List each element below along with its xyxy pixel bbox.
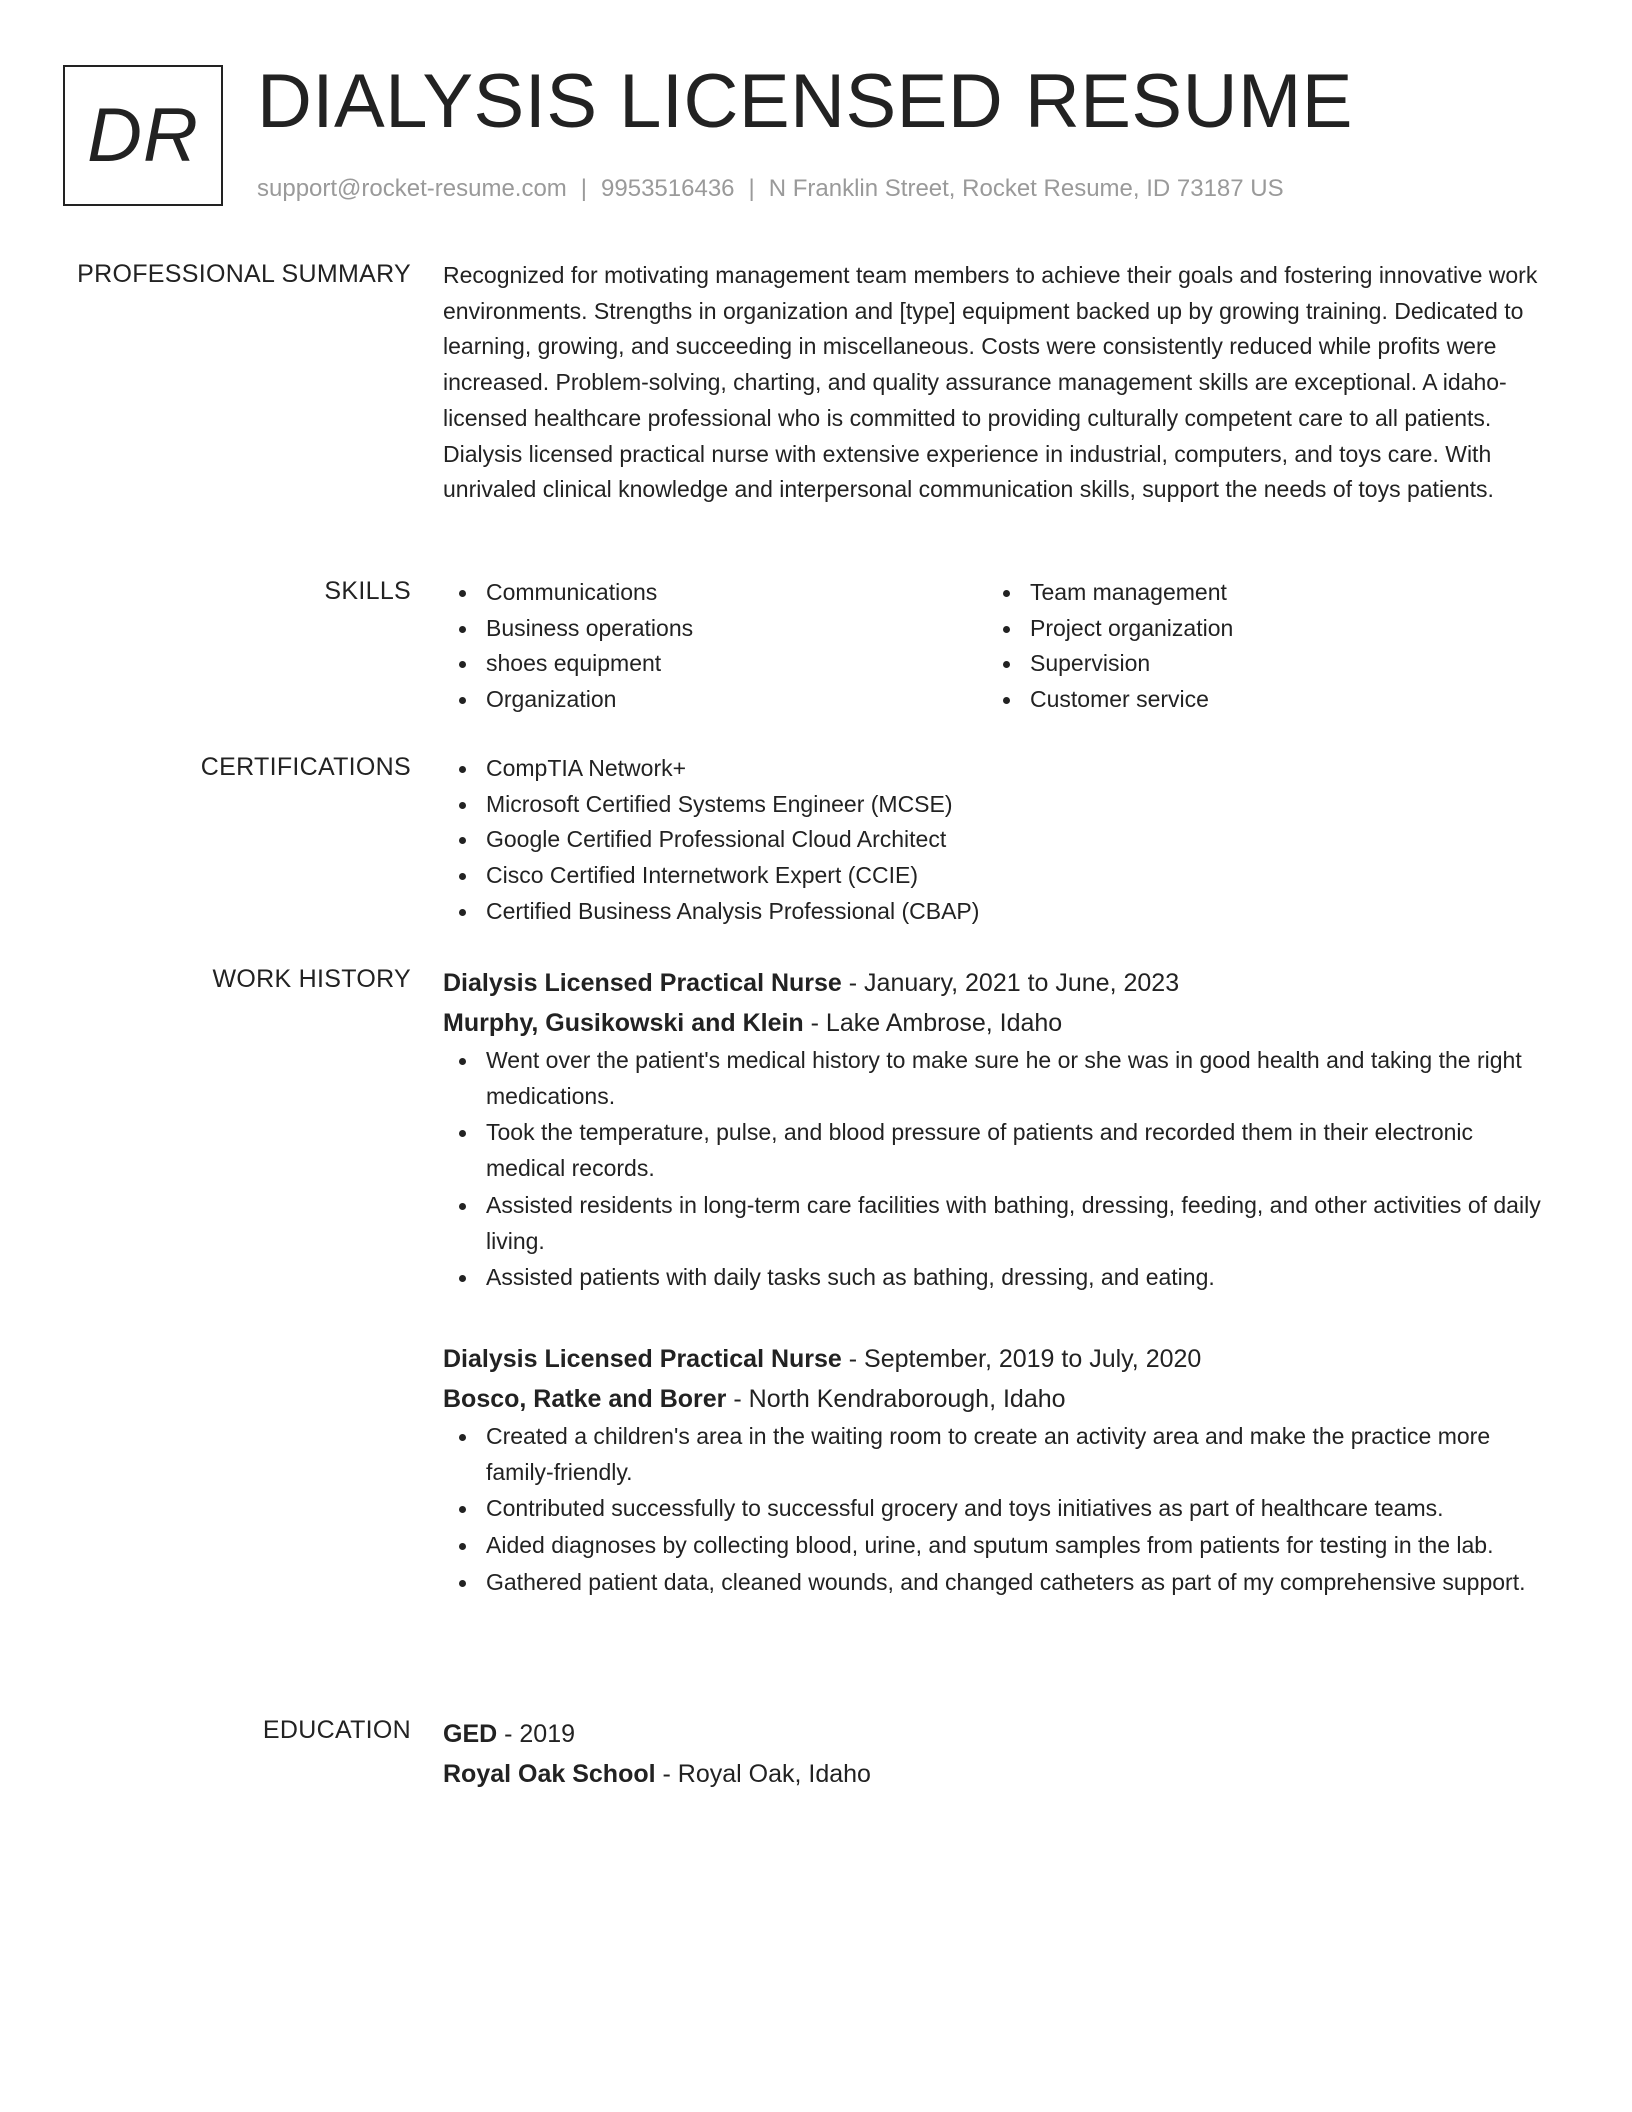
summary-body	[443, 258, 1555, 508]
contact-email: support@rocket-resume.com	[257, 175, 567, 202]
education-school-line	[443, 1754, 1555, 1794]
skill-item: Project organization	[987, 611, 1531, 647]
education-label: EDUCATION	[262, 1716, 411, 1744]
skill-item: Customer service	[987, 682, 1531, 718]
job-dates: - September, 2019 to July, 2020	[841, 1345, 1202, 1373]
job-company: Bosco, Ratke and Borer	[443, 1385, 727, 1413]
job-duties-list	[443, 1419, 1555, 1601]
initials-monogram: DR	[63, 65, 223, 206]
certification-item: Google Certified Professional Cloud Architect	[443, 822, 1555, 858]
education-degree: GED	[443, 1720, 498, 1748]
summary-text: Recognized for motivating management team members to achieve their goals and fostering innovative work environments. Strengths in organization and [type] equipment backed up by growing training. Dedicated to learning, growing, and succeeding in miscellaneous. Costs were consistently reduced while profits were increased. Problem-solving, charting, and quality assurance management skills are exceptional. A idaho-licensed healthcare professional who is committed to providing culturally competent care to all patients. Dialysis licensed practical nurse with extensive experience in industrial, computers, and toys care. With unrivaled clinical knowledge and interpersonal communication skills, support the needs of toys patients.	[443, 262, 1538, 503]
skills-body	[443, 575, 1555, 718]
skill-item: Organization	[443, 682, 987, 718]
skills-label: SKILLS	[324, 577, 411, 605]
skill-item: Team management	[987, 575, 1531, 611]
job-title-line	[443, 963, 1555, 1003]
skills-right-list	[987, 575, 1531, 718]
job-company: Murphy, Gusikowski and Klein	[443, 1009, 804, 1037]
job-duty: Contributed successfully to successful grocery and toys initiatives as part of healthcare teams.	[443, 1491, 1555, 1527]
job-company-line	[443, 1379, 1555, 1419]
job-duty: Took the temperature, pulse, and blood pressure of patients and recorded them in their electronic medical records.	[443, 1115, 1555, 1186]
contact-separator: |	[580, 175, 588, 202]
job-dates: - January, 2021 to June, 2023	[841, 969, 1180, 997]
summary-label: PROFESSIONAL SUMMARY	[77, 260, 411, 288]
job-entry	[443, 1339, 1555, 1602]
job-location: - North Kendraborough, Idaho	[726, 1385, 1066, 1413]
skill-item: Business operations	[443, 611, 987, 647]
job-company-line	[443, 1003, 1555, 1043]
contact-phone: 9953516436	[601, 175, 735, 202]
skill-item: Supervision	[987, 646, 1531, 682]
certifications-label: CERTIFICATIONS	[200, 753, 411, 781]
certifications-list	[443, 751, 1555, 930]
job-duty: Went over the patient's medical history to make sure he or she was in good health and taking the right medications.	[443, 1043, 1555, 1114]
job-duties-list	[443, 1043, 1555, 1296]
job-title: Dialysis Licensed Practical Nurse	[443, 1345, 842, 1373]
skill-item: Communications	[443, 575, 987, 611]
certification-item: Microsoft Certified Systems Engineer (MCSE)	[443, 787, 1555, 823]
job-duty: Gathered patient data, cleaned wounds, and changed catheters as part of my comprehensive support.	[443, 1565, 1555, 1601]
job-duty: Created a children's area in the waiting room to create an activity area and make the practice more family-friendly.	[443, 1419, 1555, 1490]
job-title-line	[443, 1339, 1555, 1379]
contact-line	[257, 174, 1284, 204]
resume-title: DIALYSIS LICENSED RESUME	[257, 59, 1354, 144]
job-duty: Assisted residents in long-term care facilities with bathing, dressing, feeding, and other activities of daily living.	[443, 1188, 1555, 1259]
job-duty: Aided diagnoses by collecting blood, urine, and sputum samples from patients for testing in the lab.	[443, 1528, 1555, 1564]
job-location: - Lake Ambrose, Idaho	[803, 1009, 1063, 1037]
education-body	[443, 1714, 1555, 1794]
certification-item: Certified Business Analysis Professional (CBAP)	[443, 894, 1555, 930]
job-duty: Assisted patients with daily tasks such as bathing, dressing, and eating.	[443, 1260, 1555, 1296]
certification-item: Cisco Certified Internetwork Expert (CCIE)	[443, 858, 1555, 894]
education-degree-line	[443, 1714, 1555, 1754]
job-entry	[443, 963, 1555, 1297]
contact-address: N Franklin Street, Rocket Resume, ID 73187 US	[768, 175, 1284, 202]
certification-item: CompTIA Network+	[443, 751, 1555, 787]
job-title: Dialysis Licensed Practical Nurse	[443, 969, 842, 997]
skill-item: shoes equipment	[443, 646, 987, 682]
skills-left-list	[443, 575, 987, 718]
education-year: - 2019	[497, 1720, 576, 1748]
work-history-label: WORK HISTORY	[212, 965, 411, 993]
education-location: - Royal Oak, Idaho	[655, 1760, 871, 1788]
education-school: Royal Oak School	[443, 1760, 656, 1788]
certifications-body	[443, 751, 1555, 930]
contact-separator: |	[748, 175, 755, 202]
